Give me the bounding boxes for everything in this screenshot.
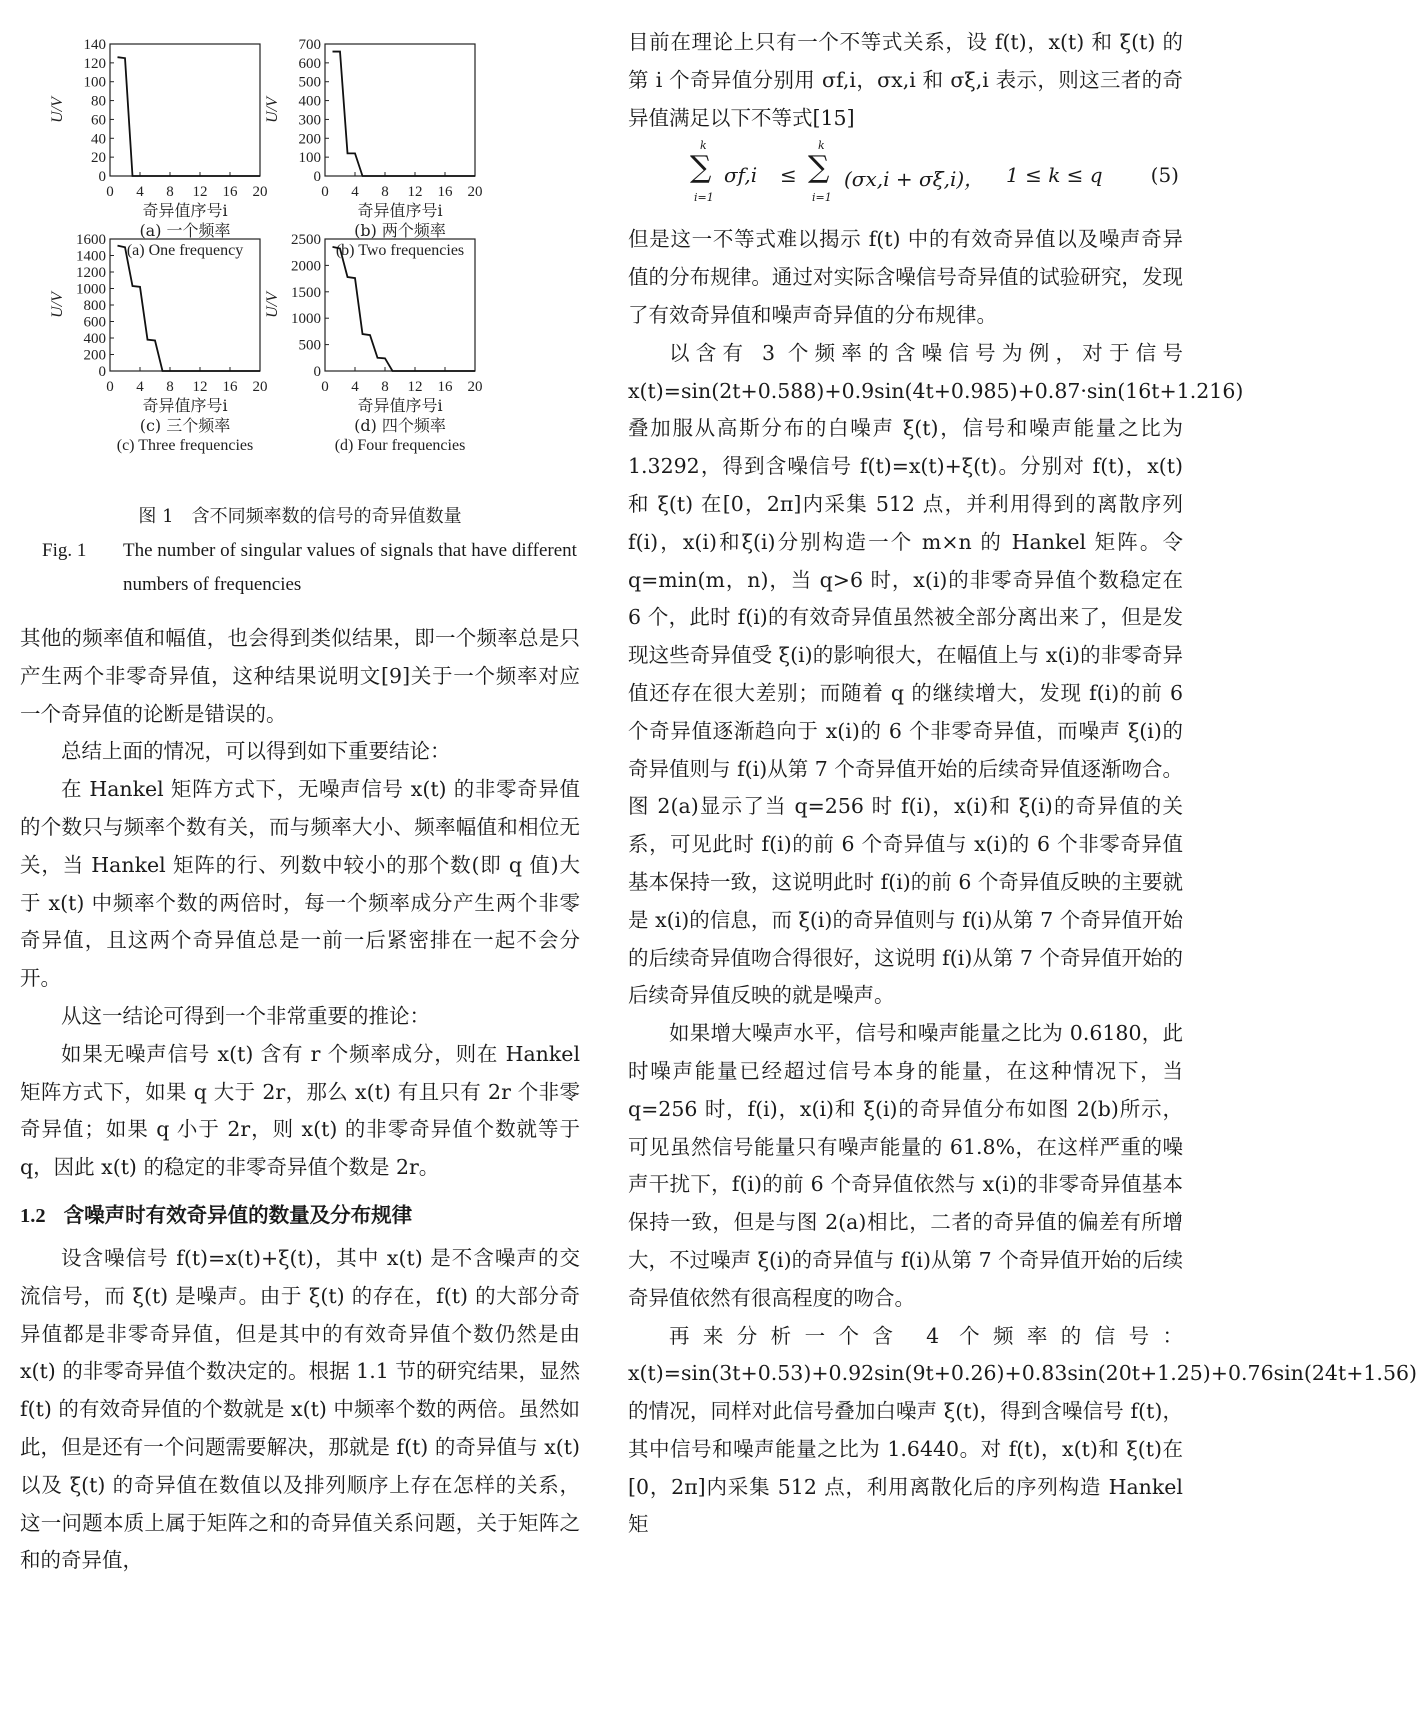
x-tick-label: 12 [407, 379, 423, 395]
x-tick-label: 8 [381, 184, 389, 200]
y-tick-label: 700 [298, 37, 321, 53]
y-tick-label: 1000 [291, 311, 321, 328]
y-tick-label: 40 [91, 131, 106, 148]
equation-5 [628, 137, 1183, 221]
eq-lower-limit: i=1 [694, 191, 714, 205]
section-title: 含噪声时有效奇异值的数量及分布规律 [63, 1202, 413, 1227]
y-tick-label: 500 [298, 74, 321, 91]
x-tick-label: 16 [437, 184, 453, 200]
panel-caption-en: (a) One frequency [126, 242, 244, 259]
figure-caption-en-text: The number of singular values of signals that have different numbers of frequencies [123, 540, 577, 595]
paragraph: 以含有 3 个频率的含噪信号为例，对于信号 x(t)=sin(2t+0.588)+0.9sin(4t+0.985)+0.87·sin(16t+1.216)叠加服从高斯分布的白噪声 ξ(t)，信号和噪声能量之比为 1.3292，得到含噪信号 f(t)=x(t)+ξ(t)。分别对 f(t)，x(t) 和 ξ(t) 在[0，2π]内采集 512 点，并利用得到的离散序列 f(i)，x(i)和ξ(i)分别构造一个 m×n 的 Hankel 矩阵。令 q=min(m，n)，当 q>6 时，x(i)的非零奇异值个数稳定在 6 个，此时 f(i)的有效奇异值虽然被全部分离出来了，但是发现这些奇异值受 ξ(i)的影响很大，在幅值上与 x(i)的非零奇异值还存在很大差别；而随着 q 的继续增大，发现 f(i)的前 6 个奇异值逐渐趋向于 x(i)的 6 个非零奇异值，而噪声 ξ(i)的奇异值则与 f(i)从第 7 个奇异值开始的后续奇异值逐渐吻合。图 2(a)显示了当 q=256 时 f(i)，x(i)和 ξ(i)的奇异值的关系，可见此时 f(i)的前 6 个奇异值与 x(i)的 6 个非零奇异值基本保持一致，这说明此时 f(i)的前 6 个奇异值反映的主要就是 x(i)的信息，而 ξ(i)的奇异值则与 f(i)从第 7 个奇异值开始的后续奇异值吻合得很好，这说明 f(i)从第 7 个奇异值开始的后续奇异值反映的就是噪声。 [628, 340, 1244, 1008]
panel-caption-en: (c) Three frequencies [116, 437, 254, 454]
eq-upper-limit: k [700, 139, 707, 153]
y-tick-label: 2500 [291, 232, 321, 248]
y-tick-label: 200 [83, 347, 106, 364]
y-tick-label: 100 [83, 74, 106, 91]
y-tick-label: 100 [298, 150, 321, 167]
y-tick-label: 1600 [76, 232, 106, 248]
x-tick-label: 0 [321, 184, 329, 200]
y-tick-label: 200 [298, 131, 321, 148]
paragraph: 从这一结论可得到一个非常重要的推论： [61, 1003, 430, 1028]
y-tick-label: 120 [83, 55, 106, 72]
panel-caption-en: (d) Four frequencies [334, 437, 466, 454]
y-tick-label: 140 [83, 37, 106, 53]
x-tick-label: 12 [192, 379, 208, 395]
y-tick-label: 500 [298, 337, 321, 354]
y-tick-label: 300 [298, 112, 321, 129]
series-line [118, 246, 261, 371]
series-line [333, 247, 476, 371]
y-axis-label: U/V [264, 97, 281, 123]
x-tick-label: 8 [166, 184, 174, 200]
section-heading [20, 1195, 580, 1236]
x-tick-label: 8 [381, 379, 389, 395]
x-tick-label: 16 [222, 184, 238, 200]
y-tick-label: 800 [83, 298, 106, 314]
x-tick-label: 4 [136, 184, 144, 200]
x-tick-label: 16 [222, 379, 238, 395]
y-tick-label: 80 [91, 93, 106, 110]
paragraph: 其他的频率值和幅值，也会得到类似结果，即一个频率总是只产生两个非零奇异值，这种结果说明文[9]关于一个频率对应一个奇异值的论断是错误的。 [20, 626, 580, 726]
paragraph: 但是这一不等式难以揭示 f(t) 中的有效奇异值以及噪声奇异值的分布规律。通过对实际含噪信号奇异值的试验研究，发现了有效奇异值和噪声奇异值的分布规律。 [628, 227, 1183, 327]
series-line [333, 52, 476, 176]
paragraph: 设含噪信号 f(t)=x(t)+ξ(t)，其中 x(t) 是不含噪声的交流信号，而 ξ(t) 是噪声。由于 ξ(t) 的存在，f(t) 的大部分奇异值都是非零奇异值，但是其中的有效奇异值个数仍然是由 x(t) 的非零奇异值个数决定的。根据 1.1 节的研究结果，显然 f(t) 的有效奇异值的个数就是 x(t) 中频率个数的两倍。虽然如此，但是还有一个问题需要解决，那就是 f(t) 的奇异值与 x(t) 以及 ξ(t) 的奇异值在数值以及排列顺序上存在怎样的关系，这一问题本质上属于矩阵之和的奇异值关系问题，关于矩阵之和的奇异值， [20, 1245, 580, 1573]
panel-caption-cn: (b) 两个频率 [354, 221, 446, 240]
eq-le-symbol: ≤ [780, 163, 797, 188]
paragraph: 目前在理论上只有一个不等式关系，设 f(t)，x(t) 和 ξ(t) 的第 i 个奇异值分别用 σf,i，σx,i 和 σξ,i 表示，则这三者的奇异值满足以下不等式[15] [628, 30, 1183, 130]
series-line [118, 57, 261, 176]
paragraph: 再来分析一个含 4 个频率的信号：x(t)=sin(3t+0.53)+0.92sin(9t+0.26)+0.83sin(20t+1.25)+0.76sin(24t+1.56)的情况，同样对此信号叠加白噪声 ξ(t)，得到含噪信号 f(t)，其中信号和噪声能量之比为 1.6440。对 f(t)，x(t)和 ξ(t)在[0，2π]内采集 512 点，利用离散化后的序列构造 Hankel 矩 [628, 1323, 1417, 1537]
x-tick-label: 8 [166, 379, 174, 395]
left-body-text [20, 620, 580, 1580]
y-axis-label: U/V [49, 292, 66, 318]
y-tick-label: 0 [313, 169, 321, 185]
y-tick-label: 1400 [76, 248, 106, 265]
eq-condition: 1 ≤ k ≤ q [1006, 163, 1103, 188]
x-axis-label: 奇异值序号i [357, 201, 443, 220]
x-tick-label: 0 [106, 379, 114, 395]
figure-caption-cn: 图 1 含不同频率数的信号的奇异值数量 [138, 506, 462, 527]
x-axis-label: 奇异值序号i [357, 396, 443, 415]
panel-caption-en: (b) Two frequencies [335, 242, 465, 259]
y-tick-label: 0 [98, 169, 106, 185]
eq-upper-limit: k [818, 139, 825, 153]
eq-number: (5) [1150, 163, 1179, 188]
y-tick-label: 0 [98, 364, 106, 380]
y-tick-label: 400 [298, 93, 321, 110]
y-tick-label: 600 [298, 55, 321, 72]
x-tick-label: 4 [136, 379, 144, 395]
x-tick-label: 16 [437, 379, 453, 395]
x-tick-label: 4 [351, 379, 359, 395]
section-number: 1.2 [20, 1204, 46, 1227]
y-tick-label: 1500 [291, 284, 321, 301]
paragraph: 如果无噪声信号 x(t) 含有 r 个频率成分，则在 Hankel 矩阵方式下，如果 q 大于 2r，那么 x(t) 有且只有 2r 个非零奇异值；如果 q 小于 2r，则 x(t) 的非零奇异值个数就等于 q，因此 x(t) 的稳定的非零奇异值个数是 2r。 [20, 1041, 580, 1180]
figure-caption-en-label: Fig. 1 [42, 540, 87, 561]
sum-symbol: ∑ [690, 150, 712, 186]
y-tick-label: 2000 [291, 258, 321, 275]
paragraph: 总结上面的情况，可以得到如下重要结论： [61, 739, 451, 764]
y-axis-label: U/V [264, 292, 281, 318]
x-tick-label: 4 [351, 184, 359, 200]
x-axis-label: 奇异值序号i [142, 201, 228, 220]
y-tick-label: 1000 [76, 281, 106, 298]
eq-right-term: (σx,i + σξ,i)， [844, 167, 985, 192]
y-axis-label: U/V [49, 97, 66, 123]
y-tick-label: 1200 [76, 265, 106, 281]
panel-caption-cn: (d) 四个频率 [354, 416, 446, 435]
y-tick-label: 600 [83, 314, 106, 331]
x-tick-label: 20 [252, 184, 268, 200]
x-tick-label: 20 [467, 379, 483, 395]
panel-caption-cn: (a) 一个频率 [139, 221, 231, 240]
x-tick-label: 20 [467, 184, 483, 200]
x-tick-label: 0 [321, 379, 329, 395]
paragraph: 如果增大噪声水平，信号和噪声能量之比为 0.6180，此时噪声能量已经超过信号本身的能量，在这种情况下，当 q=256 时，f(i)，x(i)和 ξ(i)的奇异值分布如图 2(b)所示，可见虽然信号能量只有噪声能量的 61.8%，在这样严重的噪声干扰下，f(i)的前 6 个奇异值依然与 x(i)的非零奇异值基本保持一致，但是与图 2(a)相比，二者的奇异值的偏差有所增大，不过噪声 ξ(i)的奇异值与 f(i)从第 7 个奇异值开始的后续奇异值依然有很高程度的吻合。 [628, 1021, 1183, 1310]
x-tick-label: 0 [106, 184, 114, 200]
y-tick-label: 400 [83, 331, 106, 347]
figure-1-charts [20, 14, 580, 504]
chart-frame [325, 44, 475, 176]
y-tick-label: 60 [91, 112, 106, 129]
eq-left-term: σf,i [724, 163, 758, 188]
panel-caption-cn: (c) 三个频率 [139, 416, 231, 435]
y-tick-label: 20 [91, 150, 106, 167]
x-tick-label: 12 [192, 184, 208, 200]
x-tick-label: 20 [252, 379, 268, 395]
x-axis-label: 奇异值序号i [142, 396, 228, 415]
sum-symbol: ∑ [808, 150, 830, 186]
chart-frame [110, 44, 260, 176]
x-tick-label: 12 [407, 184, 423, 200]
y-tick-label: 0 [313, 364, 321, 380]
paragraph: 在 Hankel 矩阵方式下，无噪声信号 x(t) 的非零奇异值的个数只与频率个数有关，而与频率大小、频率幅值和相位无关，当 Hankel 矩阵的行、列数中较小的那个数(即 q 值)大于 x(t) 中频率个数的两倍时，每一个频率成分产生两个非零奇异值，且这两个奇异值总是一前一后紧密排在一起不会分开。 [20, 777, 580, 991]
eq-lower-limit: i=1 [812, 191, 832, 205]
